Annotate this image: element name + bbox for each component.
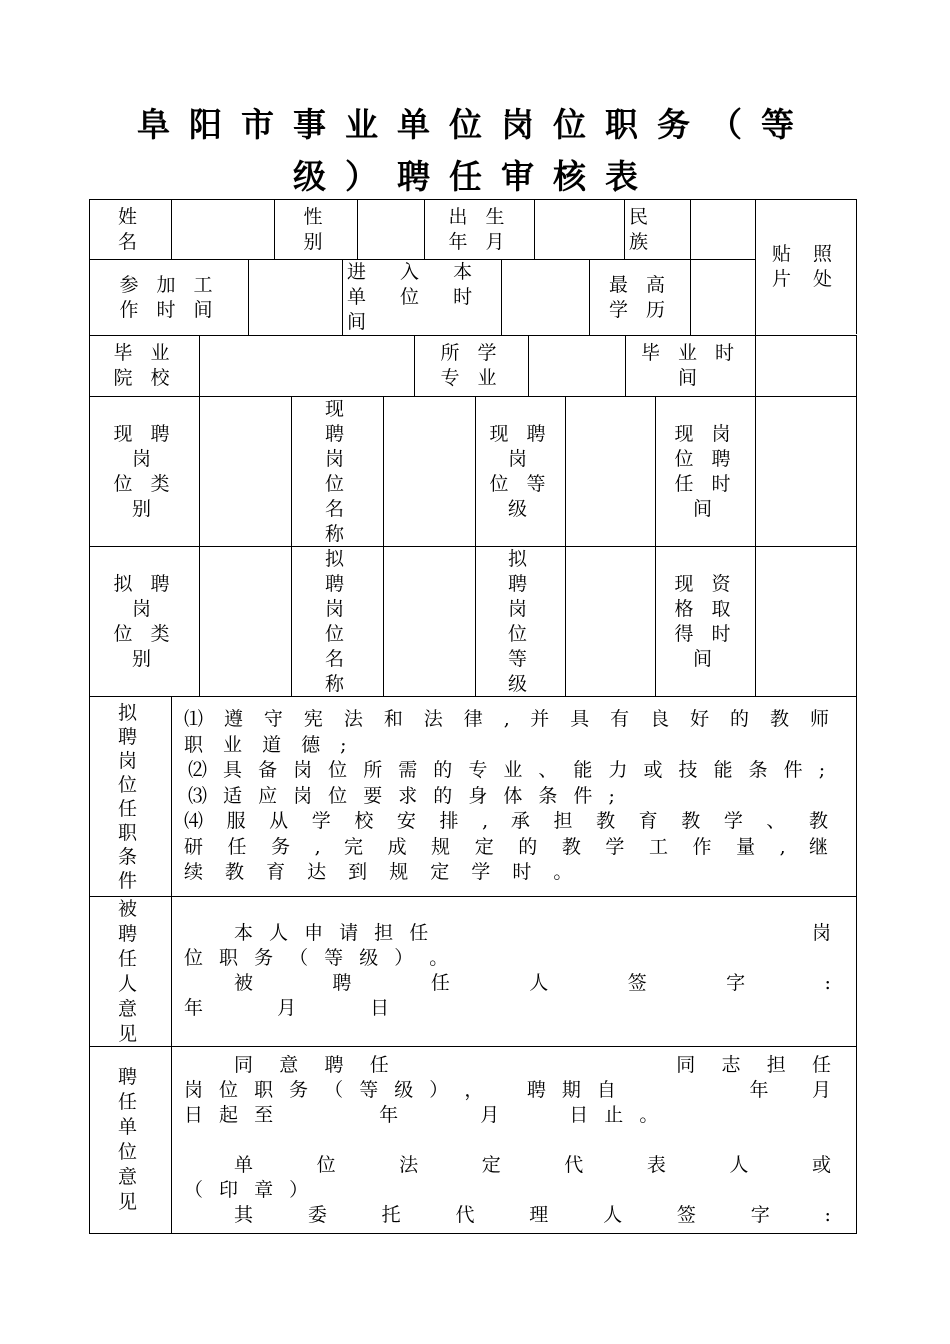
proposed-level-value[interactable] bbox=[566, 547, 656, 696]
current-type-value[interactable] bbox=[200, 397, 292, 546]
major-value[interactable] bbox=[529, 336, 626, 396]
grad-time-value[interactable] bbox=[756, 336, 856, 396]
conditions-text bbox=[172, 697, 856, 896]
current-name-label: 现 聘 岗 位 名 称 bbox=[292, 397, 384, 546]
row-education bbox=[89, 335, 857, 396]
ethnic-value[interactable] bbox=[691, 200, 757, 259]
work-start-label: 参 加 工 作 时 间 bbox=[90, 260, 249, 335]
proposed-level-label: 拟 聘 岗 位 等 级 bbox=[476, 547, 566, 696]
unit-agent-line: 其 委 托 代 理 人 签 字 : bbox=[234, 1204, 836, 1226]
qualification-time-label: 现 资 格 取 得 时 间 bbox=[656, 547, 756, 696]
applicant-line1-b: 岗 bbox=[811, 922, 836, 944]
condition-item-1: ⑴ 遵 守 宪 法 和 法 律 , 并 具 有 良 好 的 教 师 职 业 道 德 ; bbox=[184, 708, 836, 756]
birth-label: 出 生 年 月 bbox=[425, 200, 535, 259]
applicant-line2: 位 职 务 （ 等 级 ） 。 bbox=[184, 947, 454, 969]
proposed-type-value[interactable] bbox=[200, 547, 292, 696]
applicant-text bbox=[172, 897, 856, 1046]
condition-item-3: ⑶ 适 应 岗 位 要 求 的 身 体 条 件 ; bbox=[188, 784, 620, 807]
unit-text bbox=[172, 1047, 856, 1233]
current-name-value[interactable] bbox=[384, 397, 476, 546]
education-value[interactable] bbox=[691, 260, 757, 335]
condition-item-2: ⑵ 具 备 岗 位 所 需 的 专 业 、 能 力 或 技 能 条 件 ; bbox=[188, 759, 831, 781]
unit-line2: 岗 位 职 务 （ 等 级 ） ， 聘 期 自 年 月 bbox=[184, 1079, 836, 1101]
current-level-value[interactable] bbox=[566, 397, 656, 546]
enter-unit-value[interactable] bbox=[502, 260, 590, 335]
current-level-label: 现 聘 岗 位 等 级 bbox=[476, 397, 566, 546]
applicant-line1 bbox=[184, 921, 836, 946]
education-label: 最 高 学 历 bbox=[590, 260, 691, 335]
major-label: 所 学 专 业 bbox=[415, 336, 529, 396]
conditions-label: 拟 聘 岗 位 任 职 条 件 bbox=[90, 697, 172, 896]
school-label: 毕 业 院 校 bbox=[90, 336, 200, 396]
applicant-sign-line: 被 聘 任 人 签 字 : bbox=[234, 972, 836, 994]
proposed-name-value[interactable] bbox=[384, 547, 476, 696]
row-conditions bbox=[89, 696, 857, 896]
form-title-line1: 阜阳市事业单位岗位职务（等 bbox=[137, 105, 813, 144]
ethnic-label: 民 族 bbox=[625, 200, 691, 259]
gender-value[interactable] bbox=[358, 200, 425, 259]
gender-label: 性 别 bbox=[275, 200, 358, 259]
birth-value[interactable] bbox=[535, 200, 625, 259]
unit-line1: 同 意 聘 任 同 志 担 任 bbox=[234, 1054, 836, 1076]
current-time-label: 现 岗 位 聘 任 时 间 bbox=[656, 397, 756, 546]
unit-seal: （ 印 章 ） bbox=[184, 1179, 314, 1201]
row-work-info bbox=[89, 259, 756, 335]
applicant-line1-a: 本 人 申 请 担 任 bbox=[234, 922, 434, 944]
row-applicant-opinion bbox=[89, 896, 857, 1046]
row-unit-opinion bbox=[89, 1046, 857, 1234]
enter-unit-label: 进 入 本 单 位 时 间 bbox=[343, 260, 502, 335]
current-type-label: 现 聘 岗 位 类 别 bbox=[90, 397, 200, 546]
applicant-label: 被 聘 任 人 意 见 bbox=[90, 897, 172, 1046]
current-time-value[interactable] bbox=[756, 397, 856, 546]
row-proposed-post bbox=[89, 546, 857, 696]
condition-item-4: ⑷ 服 从 学 校 安 排 , 承 担 教 育 教 学 、 教 研 任 务 , 完 成 规 定 的 教 学 工 作 量 , 继 续 教 育 达 到 规 定 学 时 。 bbox=[184, 810, 836, 883]
qualification-time-value[interactable] bbox=[756, 547, 856, 696]
unit-label: 聘 任 单 位 意 见 bbox=[90, 1047, 172, 1233]
work-start-value[interactable] bbox=[249, 260, 343, 335]
row-basic-info bbox=[89, 199, 756, 259]
grad-time-label: 毕 业 时 间 bbox=[626, 336, 756, 396]
proposed-type-label: 拟 聘 岗 位 类 别 bbox=[90, 547, 200, 696]
name-label: 姓 名 bbox=[90, 200, 172, 259]
school-value[interactable] bbox=[200, 336, 415, 396]
photo-area: 贴 照 片 处 bbox=[755, 199, 857, 334]
unit-line3: 日 起 至 年 月 日 止 。 bbox=[184, 1104, 664, 1126]
name-value[interactable] bbox=[172, 200, 275, 259]
applicant-date-line: 年 月 日 bbox=[184, 997, 395, 1019]
row-current-post bbox=[89, 396, 857, 546]
proposed-name-label: 拟 聘 岗 位 名 称 bbox=[292, 547, 384, 696]
unit-rep-line: 单 位 法 定 代 表 人 或 bbox=[234, 1154, 836, 1176]
form-title-line2: 级）聘任审核表 bbox=[293, 157, 657, 196]
